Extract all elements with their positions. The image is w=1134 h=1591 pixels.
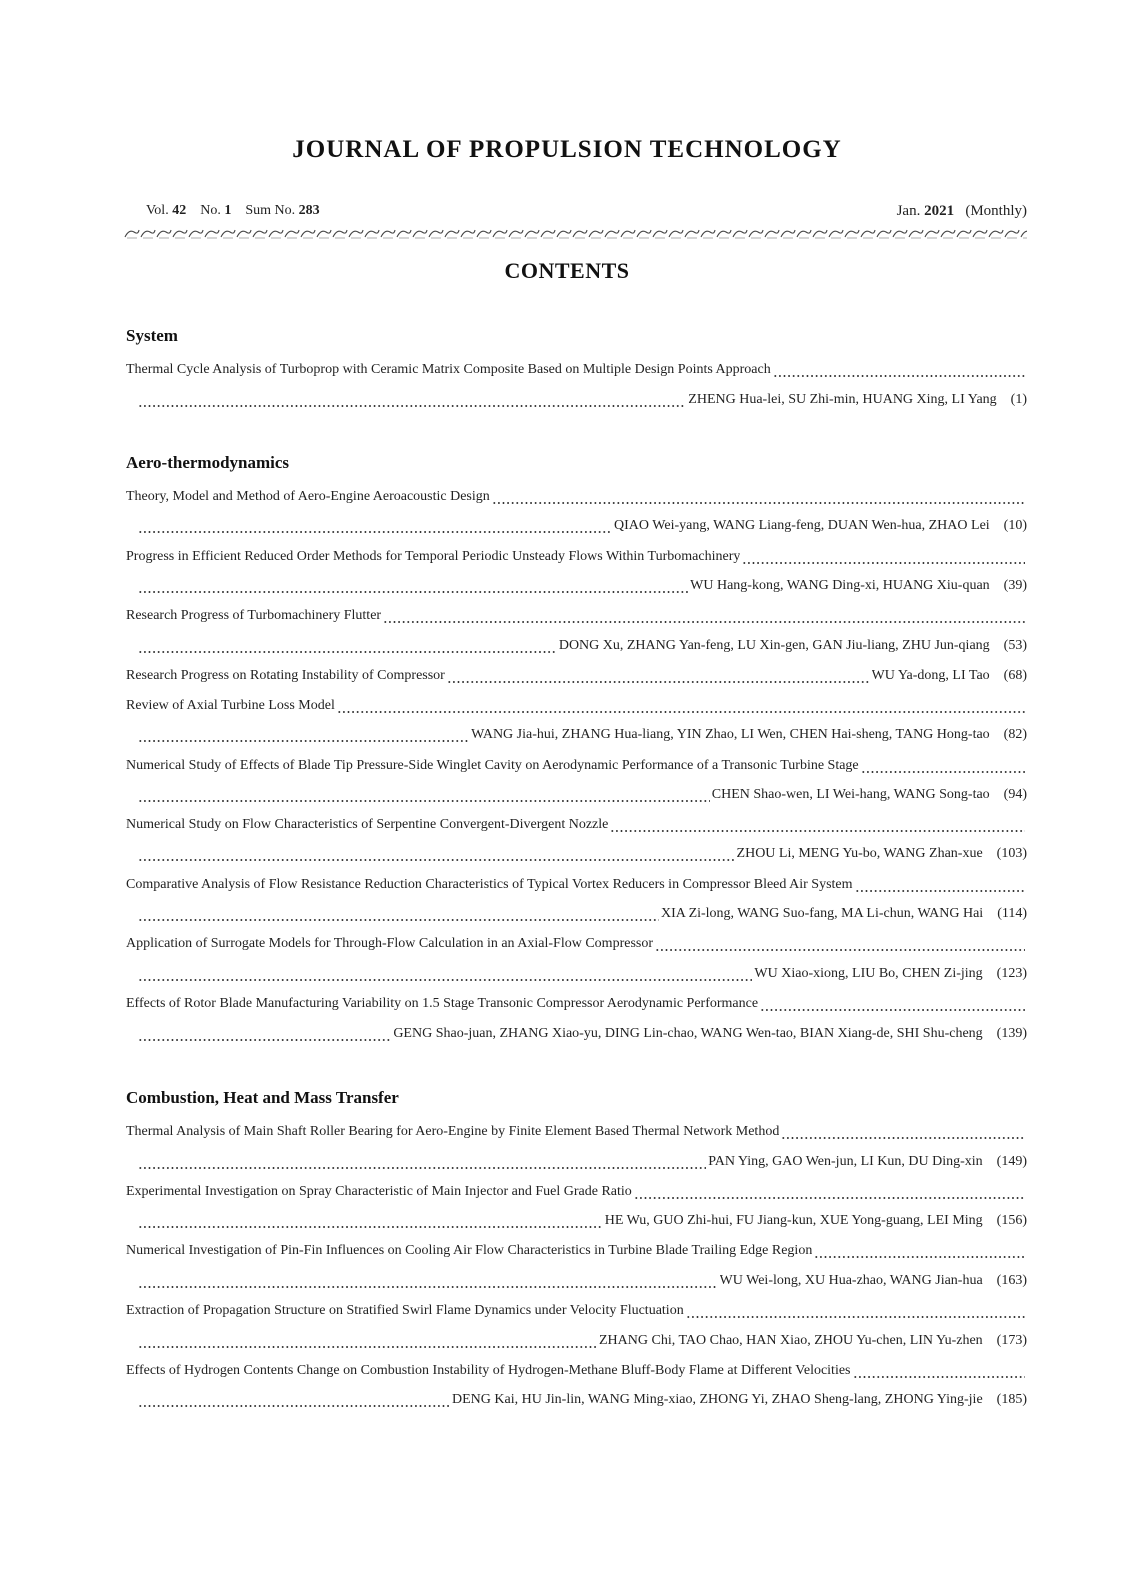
article-authors: WANG Jia-hui, ZHANG Hua-liang, YIN Zhao, LI Wen, CHEN Hai-sheng, TANG Hong-tao xyxy=(471,727,990,742)
dot-leader xyxy=(138,578,688,594)
toc-entry-author-line xyxy=(136,638,1027,658)
dot-leader xyxy=(492,489,1025,505)
article-authors: QIAO Wei-yang, WANG Liang-feng, DUAN Wen-hua, ZHAO Lei xyxy=(614,518,990,533)
journal-title: JOURNAL OF PROPULSION TECHNOLOGY xyxy=(292,136,842,163)
dot-leader xyxy=(634,1184,1025,1200)
sum-label: Sum No. xyxy=(245,203,296,218)
dot-leader xyxy=(760,996,1025,1012)
article-page-number: (82) xyxy=(1003,727,1027,742)
toc-entry-title-line[interactable] xyxy=(126,1363,1027,1383)
article-page-number: (103) xyxy=(996,846,1027,861)
toc-entry-author-line xyxy=(136,1333,1027,1353)
toc-entry-title-line[interactable] xyxy=(126,1303,1027,1323)
sum-value: 283 xyxy=(298,203,320,218)
article-page-number: (156) xyxy=(996,1213,1027,1228)
dot-leader xyxy=(138,638,557,654)
toc-entry-title-line[interactable] xyxy=(126,1184,1027,1204)
frequency-label: (Monthly) xyxy=(965,203,1027,219)
article-authors: PAN Ying, GAO Wen-jun, LI Kun, DU Ding-xin xyxy=(708,1154,983,1169)
article-title: Research Progress of Turbomachinery Flutter xyxy=(126,608,382,623)
dot-leader xyxy=(138,787,710,803)
dot-leader xyxy=(742,549,1025,565)
article-authors: ZHENG Hua-lei, SU Zhi-min, HUANG Xing, LI Yang xyxy=(688,392,997,407)
dot-leader xyxy=(138,1154,706,1170)
article-page-number: (39) xyxy=(1003,578,1027,593)
dot-leader xyxy=(138,846,735,862)
dot-leader xyxy=(686,1303,1025,1319)
dot-leader xyxy=(853,1363,1026,1379)
article-title: Thermal Cycle Analysis of Turboprop with Ceramic Matrix Composite Based on Multiple Design Points Approach xyxy=(126,362,771,377)
ornamental-divider xyxy=(124,228,1027,240)
article-authors: CHEN Shao-wen, LI Wei-hang, WANG Song-tao xyxy=(711,787,990,802)
dot-leader xyxy=(655,936,1025,952)
toc-entry-title-line[interactable] xyxy=(126,877,1027,897)
no-value: 1 xyxy=(224,203,232,218)
toc-entry-author-line xyxy=(136,1026,1027,1046)
dot-leader xyxy=(138,727,469,743)
article-authors: WU Wei-long, XU Hua-zhao, WANG Jian-hua xyxy=(719,1273,983,1288)
toc-entry-single-line[interactable] xyxy=(126,668,1027,688)
dot-leader xyxy=(138,1213,603,1229)
toc-entry-author-line xyxy=(136,727,1027,747)
article-title: Application of Surrogate Models for Through-Flow Calculation in an Axial-Flow Compressor xyxy=(126,936,654,951)
dot-leader xyxy=(138,906,659,922)
toc-entry-author-line xyxy=(136,906,1027,926)
article-authors: ZHANG Chi, TAO Chao, HAN Xiao, ZHOU Yu-chen, LIN Yu-zhen xyxy=(598,1333,983,1348)
article-title: Progress in Efficient Reduced Order Methods for Temporal Periodic Unsteady Flows Within Turbomachinery xyxy=(126,549,741,564)
article-authors: HE Wu, GUO Zhi-hui, FU Jiang-kun, XUE Yong-guang, LEI Ming xyxy=(604,1213,983,1228)
dot-leader xyxy=(138,1026,391,1042)
toc-entry-title-line[interactable] xyxy=(126,1124,1027,1144)
article-page-number: (1) xyxy=(1010,392,1027,407)
toc-entry-author-line xyxy=(136,578,1027,598)
dot-leader xyxy=(138,1273,718,1289)
toc-entry-author-line xyxy=(136,1213,1027,1233)
article-title: Numerical Study on Flow Characteristics of Serpentine Convergent-Divergent Nozzle xyxy=(126,817,609,832)
toc-entry-title-line[interactable] xyxy=(126,698,1027,718)
article-title: Experimental Investigation on Spray Characteristic of Main Injector and Fuel Grade Ratio xyxy=(126,1184,632,1199)
article-authors: GENG Shao-juan, ZHANG Xiao-yu, DING Lin-chao, WANG Wen-tao, BIAN Xiang-de, SHI Shu-cheng xyxy=(393,1026,983,1041)
toc-entry-author-line xyxy=(136,966,1027,986)
toc-entry-author-line xyxy=(136,1154,1027,1174)
article-authors: WU Ya-dong, LI Tao xyxy=(871,668,990,683)
article-page-number: (185) xyxy=(996,1392,1027,1407)
dot-leader xyxy=(383,608,1025,624)
article-title: Thermal Analysis of Main Shaft Roller Bearing for Aero-Engine by Finite Element Based Thermal Network Method xyxy=(126,1124,780,1139)
dot-leader xyxy=(610,817,1025,833)
toc-entry-title-line[interactable] xyxy=(126,758,1027,778)
issue-info xyxy=(146,203,320,219)
section-heading-aero-thermodynamics: Aero-thermodynamics xyxy=(126,453,290,472)
issue-date xyxy=(897,203,1027,220)
no-label: No. xyxy=(200,203,221,218)
article-page-number: (163) xyxy=(996,1273,1027,1288)
toc-entry-author-line xyxy=(136,392,1027,412)
dot-leader xyxy=(861,758,1025,774)
article-page-number: (94) xyxy=(1003,787,1027,802)
dot-leader xyxy=(138,966,752,982)
section-heading-system: System xyxy=(126,326,178,345)
article-authors: WU Hang-kong, WANG Ding-xi, HUANG Xiu-quan xyxy=(690,578,990,593)
article-page-number: (114) xyxy=(997,906,1027,921)
article-title: Effects of Hydrogen Contents Change on Combustion Instability of Hydrogen-Methane Bluff-Body Flame at Different Velocities xyxy=(126,1363,851,1378)
article-page-number: (68) xyxy=(1003,668,1027,683)
section-heading-combustion: Combustion, Heat and Mass Transfer xyxy=(126,1088,399,1107)
article-authors: XIA Zi-long, WANG Suo-fang, MA Li-chun, WANG Hai xyxy=(660,906,984,921)
month-label: Jan. xyxy=(896,203,921,219)
article-title: Comparative Analysis of Flow Resistance Reduction Characteristics of Typical Vortex Reducers in Compressor Bleed Air System xyxy=(126,877,853,892)
dot-leader xyxy=(138,1333,597,1349)
toc-entry-author-line xyxy=(136,518,1027,538)
article-title: Numerical Study of Effects of Blade Tip Pressure-Side Winglet Cavity on Aerodynamic Performance of a Transonic Turbine Stage xyxy=(126,758,859,773)
toc-entry-title-line[interactable] xyxy=(126,936,1027,956)
article-title: Numerical Investigation of Pin-Fin Influences on Cooling Air Flow Characteristics in Turbine Blade Trailing Edge Region xyxy=(126,1243,813,1258)
article-title: Research Progress on Rotating Instability of Compressor xyxy=(126,668,445,683)
toc-entry-author-line xyxy=(136,846,1027,866)
contents-title: CONTENTS xyxy=(504,258,630,283)
article-page-number: (53) xyxy=(1003,638,1027,653)
article-title: Theory, Model and Method of Aero-Engine Aeroacoustic Design xyxy=(126,489,490,504)
dot-leader xyxy=(814,1243,1025,1259)
dot-leader xyxy=(773,362,1025,378)
article-title: Review of Axial Turbine Loss Model xyxy=(126,698,335,713)
dot-leader xyxy=(337,698,1025,714)
article-authors: WU Xiao-xiong, LIU Bo, CHEN Zi-jing xyxy=(754,966,983,981)
toc-entry-author-line xyxy=(136,1273,1027,1293)
dot-leader xyxy=(138,518,612,534)
toc-entry-title-line[interactable] xyxy=(126,1243,1027,1263)
vol-label: Vol. xyxy=(146,203,169,218)
toc-entry-title-line[interactable] xyxy=(126,549,1027,569)
dot-leader xyxy=(855,877,1025,893)
toc-entry-title-line[interactable] xyxy=(126,362,1027,382)
toc-entry-author-line xyxy=(136,1392,1027,1412)
toc-entry-title-line[interactable] xyxy=(126,608,1027,628)
toc-entry-author-line xyxy=(136,787,1027,807)
article-title: Effects of Rotor Blade Manufacturing Variability on 1.5 Stage Transonic Compressor Aerodynamic Performance xyxy=(126,996,759,1011)
toc-entry-title-line[interactable] xyxy=(126,817,1027,837)
toc-entry-title-line[interactable] xyxy=(126,489,1027,509)
article-page-number: (10) xyxy=(1003,518,1027,533)
article-page-number: (149) xyxy=(996,1154,1027,1169)
article-title: Extraction of Propagation Structure on Stratified Swirl Flame Dynamics under Velocity Fluctuation xyxy=(126,1303,684,1318)
dot-leader xyxy=(447,668,870,684)
vol-value: 42 xyxy=(172,203,187,218)
dot-leader xyxy=(138,1392,450,1408)
article-page-number: (173) xyxy=(996,1333,1027,1348)
article-page-number: (139) xyxy=(996,1026,1027,1041)
article-page-number: (123) xyxy=(996,966,1027,981)
article-authors: DENG Kai, HU Jin-lin, WANG Ming-xiao, ZHONG Yi, ZHAO Sheng-lang, ZHONG Ying-jie xyxy=(452,1392,983,1407)
dot-leader xyxy=(138,392,686,408)
article-authors: ZHOU Li, MENG Yu-bo, WANG Zhan-xue xyxy=(736,846,983,861)
year-value: 2021 xyxy=(924,203,955,219)
dot-leader xyxy=(781,1124,1025,1140)
article-authors: DONG Xu, ZHANG Yan-feng, LU Xin-gen, GAN Jiu-liang, ZHU Jun-qiang xyxy=(558,638,990,653)
toc-entry-title-line[interactable] xyxy=(126,996,1027,1016)
